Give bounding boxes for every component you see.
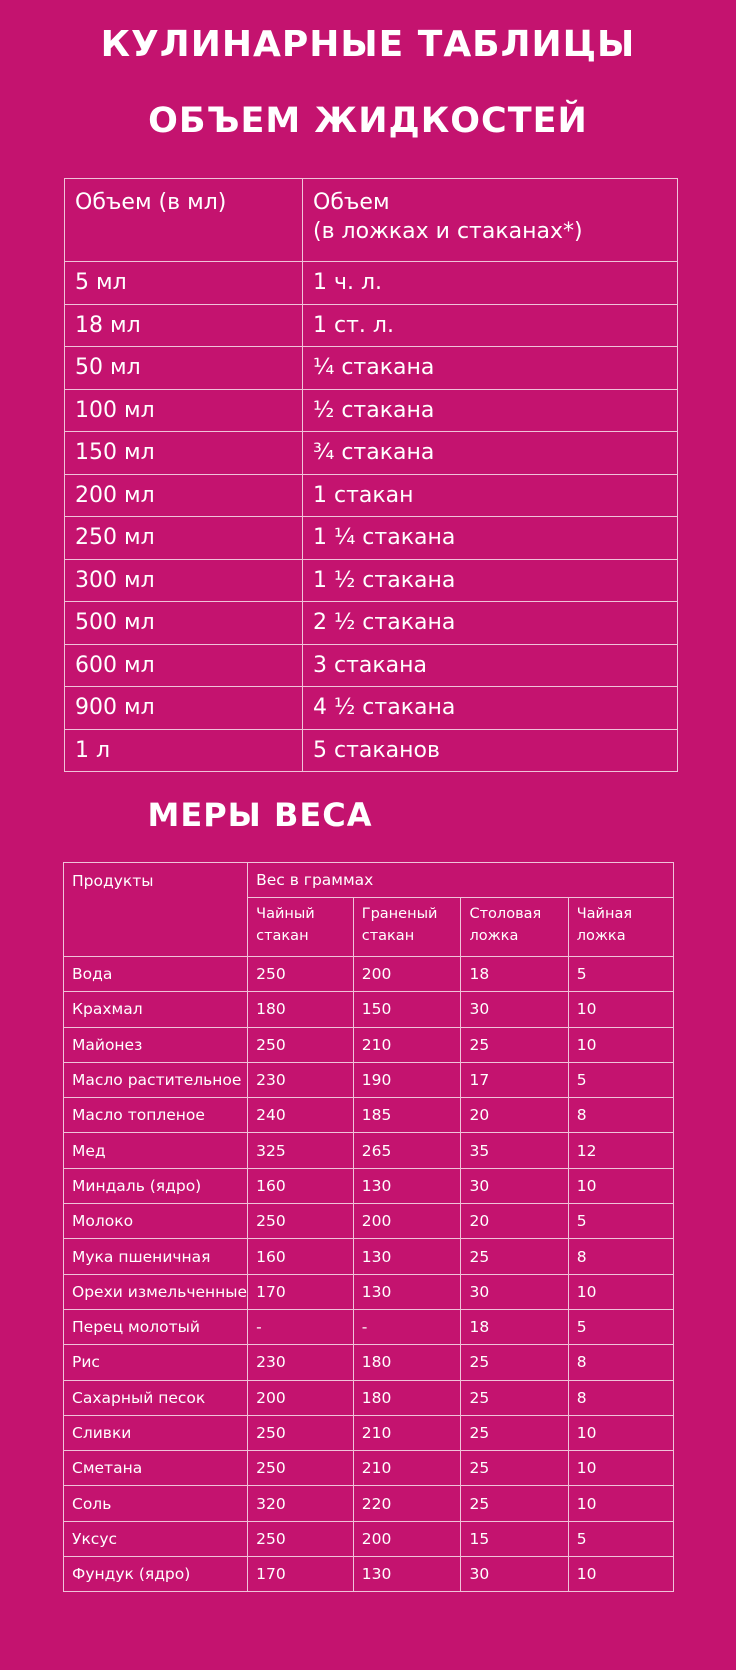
column-subheader bbox=[353, 898, 461, 957]
table-row bbox=[64, 1345, 674, 1380]
cell-product: Орехи измельченные bbox=[64, 1274, 248, 1309]
cell-faceted-glass: 200 bbox=[353, 1204, 461, 1239]
cell-volume-spoons: ½ стакана bbox=[303, 389, 678, 432]
cell-faceted-glass: 130 bbox=[353, 1557, 461, 1592]
table-row bbox=[65, 474, 678, 517]
cell-tablespoon: 25 bbox=[461, 1486, 568, 1521]
column-subheader bbox=[248, 898, 354, 957]
cell-tablespoon: 18 bbox=[461, 957, 568, 992]
cell-faceted-glass: 200 bbox=[353, 957, 461, 992]
table-row bbox=[64, 1168, 674, 1203]
cell-teaspoon: 5 bbox=[568, 1521, 673, 1556]
cell-tablespoon: 15 bbox=[461, 1521, 568, 1556]
table-row bbox=[64, 1062, 674, 1097]
column-header-line: (в ложках и стаканах*) bbox=[313, 219, 583, 244]
cell-teaspoon: 5 bbox=[568, 1309, 673, 1344]
section-title-weight-measures: МЕРЫ ВЕСА bbox=[147, 796, 373, 834]
column-subheader-line: ложка bbox=[469, 928, 519, 944]
cell-tea-glass: 170 bbox=[248, 1557, 354, 1592]
cell-tea-glass: 250 bbox=[248, 1027, 354, 1062]
table-row bbox=[65, 687, 678, 730]
column-subheader-line: стакан bbox=[361, 928, 415, 944]
table-row bbox=[65, 559, 678, 602]
cell-faceted-glass: 200 bbox=[353, 1521, 461, 1556]
cell-teaspoon: 8 bbox=[568, 1239, 673, 1274]
cell-faceted-glass: 130 bbox=[353, 1168, 461, 1203]
cell-teaspoon: 10 bbox=[568, 1274, 673, 1309]
table-row bbox=[65, 644, 678, 687]
cell-product: Фундук (ядро) bbox=[64, 1557, 248, 1592]
cell-volume-ml: 50 мл bbox=[65, 347, 303, 390]
table-row bbox=[65, 262, 678, 305]
cell-product: Рис bbox=[64, 1345, 248, 1380]
cell-product: Масло топленое bbox=[64, 1098, 248, 1133]
cell-faceted-glass: 210 bbox=[353, 1451, 461, 1486]
cell-tea-glass: 160 bbox=[248, 1239, 354, 1274]
cell-tablespoon: 25 bbox=[461, 1451, 568, 1486]
column-subheader bbox=[461, 898, 568, 957]
column-subheader-line: Граненый bbox=[361, 906, 438, 922]
cell-volume-spoons: 1 стакан bbox=[303, 474, 678, 517]
cell-teaspoon: 12 bbox=[568, 1133, 673, 1168]
cell-product: Майонез bbox=[64, 1027, 248, 1062]
cell-tea-glass: 200 bbox=[248, 1380, 354, 1415]
cell-faceted-glass: 130 bbox=[353, 1274, 461, 1309]
cell-volume-ml: 600 мл bbox=[65, 644, 303, 687]
cell-product: Крахмал bbox=[64, 992, 248, 1027]
cell-teaspoon: 10 bbox=[568, 1486, 673, 1521]
cell-teaspoon: 8 bbox=[568, 1345, 673, 1380]
cell-tea-glass: 170 bbox=[248, 1274, 354, 1309]
column-subheader-line: ложка bbox=[576, 928, 626, 944]
cell-teaspoon: 10 bbox=[568, 1027, 673, 1062]
table-row bbox=[65, 602, 678, 645]
table-header-row bbox=[65, 179, 678, 262]
cell-tea-glass: 250 bbox=[248, 1521, 354, 1556]
cell-teaspoon: 5 bbox=[568, 1204, 673, 1239]
cell-tablespoon: 30 bbox=[461, 1557, 568, 1592]
table-row bbox=[64, 1027, 674, 1062]
cell-tablespoon: 30 bbox=[461, 1274, 568, 1309]
cell-product: Сахарный песок bbox=[64, 1380, 248, 1415]
cell-teaspoon: 5 bbox=[568, 1062, 673, 1097]
cell-product: Вода bbox=[64, 957, 248, 992]
cell-faceted-glass: 190 bbox=[353, 1062, 461, 1097]
cell-product: Масло растительное bbox=[64, 1062, 248, 1097]
column-header-line: Объем bbox=[313, 190, 390, 215]
cell-volume-ml: 250 мл bbox=[65, 517, 303, 560]
table-row bbox=[64, 1239, 674, 1274]
table-header-row bbox=[64, 863, 674, 898]
cell-faceted-glass: 265 bbox=[353, 1133, 461, 1168]
table-row bbox=[64, 1274, 674, 1309]
cell-volume-spoons: ¾ стакана bbox=[303, 432, 678, 475]
cell-faceted-glass: 180 bbox=[353, 1345, 461, 1380]
cell-volume-spoons: 4 ½ стакана bbox=[303, 687, 678, 730]
cell-volume-ml: 500 мл bbox=[65, 602, 303, 645]
cell-tea-glass: 320 bbox=[248, 1486, 354, 1521]
column-subheader-line: стакан bbox=[256, 928, 309, 944]
cell-teaspoon: 8 bbox=[568, 1098, 673, 1133]
cell-tea-glass: - bbox=[248, 1309, 354, 1344]
column-subheader-line: Столовая bbox=[469, 906, 542, 922]
table-row bbox=[64, 1309, 674, 1344]
table-row bbox=[64, 1557, 674, 1592]
table-row bbox=[64, 1204, 674, 1239]
cell-tea-glass: 230 bbox=[248, 1062, 354, 1097]
table-row bbox=[64, 1380, 674, 1415]
table-row bbox=[64, 1415, 674, 1450]
cell-faceted-glass: 210 bbox=[353, 1415, 461, 1450]
table-row bbox=[65, 389, 678, 432]
cell-product: Соль bbox=[64, 1486, 248, 1521]
column-header-products: Продукты bbox=[64, 863, 248, 957]
cell-teaspoon: 10 bbox=[568, 1168, 673, 1203]
cell-volume-spoons: 1 ¼ стакана bbox=[303, 517, 678, 560]
table-row bbox=[64, 1133, 674, 1168]
cell-product: Перец молотый bbox=[64, 1309, 248, 1344]
cell-product: Мука пшеничная bbox=[64, 1239, 248, 1274]
cell-volume-ml: 5 мл bbox=[65, 262, 303, 305]
cell-tablespoon: 35 bbox=[461, 1133, 568, 1168]
cell-volume-ml: 200 мл bbox=[65, 474, 303, 517]
cell-teaspoon: 8 bbox=[568, 1380, 673, 1415]
cell-faceted-glass: 180 bbox=[353, 1380, 461, 1415]
liquid-volume-table bbox=[64, 178, 678, 772]
cell-tablespoon: 25 bbox=[461, 1239, 568, 1274]
cell-volume-spoons: 5 стаканов bbox=[303, 729, 678, 772]
cell-faceted-glass: 185 bbox=[353, 1098, 461, 1133]
cell-volume-ml: 100 мл bbox=[65, 389, 303, 432]
cell-faceted-glass: 130 bbox=[353, 1239, 461, 1274]
cell-volume-spoons: 2 ½ стакана bbox=[303, 602, 678, 645]
cell-volume-ml: 18 мл bbox=[65, 304, 303, 347]
column-subheader-line: Чайная bbox=[576, 906, 633, 922]
cell-volume-spoons: 1 ч. л. bbox=[303, 262, 678, 305]
table-row bbox=[65, 304, 678, 347]
cell-product: Уксус bbox=[64, 1521, 248, 1556]
cell-tablespoon: 20 bbox=[461, 1098, 568, 1133]
cell-volume-spoons: 3 стакана bbox=[303, 644, 678, 687]
section-title-liquid-volume: ОБЪЕМ ЖИДКОСТЕЙ bbox=[148, 101, 588, 141]
cell-teaspoon: 5 bbox=[568, 957, 673, 992]
cell-tablespoon: 20 bbox=[461, 1204, 568, 1239]
weight-measures-table bbox=[63, 862, 674, 1592]
table-row bbox=[64, 1098, 674, 1133]
cell-teaspoon: 10 bbox=[568, 1557, 673, 1592]
cell-product: Миндаль (ядро) bbox=[64, 1168, 248, 1203]
cell-tablespoon: 18 bbox=[461, 1309, 568, 1344]
cell-tea-glass: 160 bbox=[248, 1168, 354, 1203]
cell-tea-glass: 325 bbox=[248, 1133, 354, 1168]
cell-volume-ml: 150 мл bbox=[65, 432, 303, 475]
table-row bbox=[65, 729, 678, 772]
cell-product: Молоко bbox=[64, 1204, 248, 1239]
page-title: КУЛИНАРНЫЕ ТАБЛИЦЫ bbox=[100, 24, 636, 65]
column-header-weight-grams: Вес в граммах bbox=[248, 863, 674, 898]
cell-volume-ml: 1 л bbox=[65, 729, 303, 772]
column-header-volume-ml: Объем (в мл) bbox=[65, 179, 303, 262]
cell-tablespoon: 25 bbox=[461, 1345, 568, 1380]
cell-tea-glass: 250 bbox=[248, 1451, 354, 1486]
table-row bbox=[65, 517, 678, 560]
cell-faceted-glass: 210 bbox=[353, 1027, 461, 1062]
table-row bbox=[65, 432, 678, 475]
cell-teaspoon: 10 bbox=[568, 992, 673, 1027]
cell-tea-glass: 250 bbox=[248, 957, 354, 992]
cell-tablespoon: 30 bbox=[461, 992, 568, 1027]
cell-faceted-glass: 220 bbox=[353, 1486, 461, 1521]
cell-volume-spoons: 1 ½ стакана bbox=[303, 559, 678, 602]
cell-tea-glass: 230 bbox=[248, 1345, 354, 1380]
cell-teaspoon: 10 bbox=[568, 1451, 673, 1486]
cell-tablespoon: 30 bbox=[461, 1168, 568, 1203]
table-row bbox=[64, 1451, 674, 1486]
cell-tablespoon: 25 bbox=[461, 1380, 568, 1415]
table-row bbox=[64, 1521, 674, 1556]
cell-teaspoon: 10 bbox=[568, 1415, 673, 1450]
cell-product: Сливки bbox=[64, 1415, 248, 1450]
cell-tablespoon: 17 bbox=[461, 1062, 568, 1097]
cell-tea-glass: 250 bbox=[248, 1204, 354, 1239]
table-row bbox=[65, 347, 678, 390]
cell-tablespoon: 25 bbox=[461, 1027, 568, 1062]
cell-tea-glass: 240 bbox=[248, 1098, 354, 1133]
column-header-volume-spoons bbox=[303, 179, 678, 262]
column-subheader-line: Чайный bbox=[256, 906, 315, 922]
table-row bbox=[64, 1486, 674, 1521]
cell-volume-ml: 900 мл bbox=[65, 687, 303, 730]
cell-faceted-glass: - bbox=[353, 1309, 461, 1344]
cell-faceted-glass: 150 bbox=[353, 992, 461, 1027]
cell-tea-glass: 250 bbox=[248, 1415, 354, 1450]
cell-product: Мед bbox=[64, 1133, 248, 1168]
cell-volume-spoons: ¼ стакана bbox=[303, 347, 678, 390]
cell-product: Сметана bbox=[64, 1451, 248, 1486]
table-row bbox=[64, 957, 674, 992]
cell-volume-spoons: 1 ст. л. bbox=[303, 304, 678, 347]
table-row bbox=[64, 992, 674, 1027]
cell-tea-glass: 180 bbox=[248, 992, 354, 1027]
cell-tablespoon: 25 bbox=[461, 1415, 568, 1450]
cell-volume-ml: 300 мл bbox=[65, 559, 303, 602]
column-subheader bbox=[568, 898, 673, 957]
